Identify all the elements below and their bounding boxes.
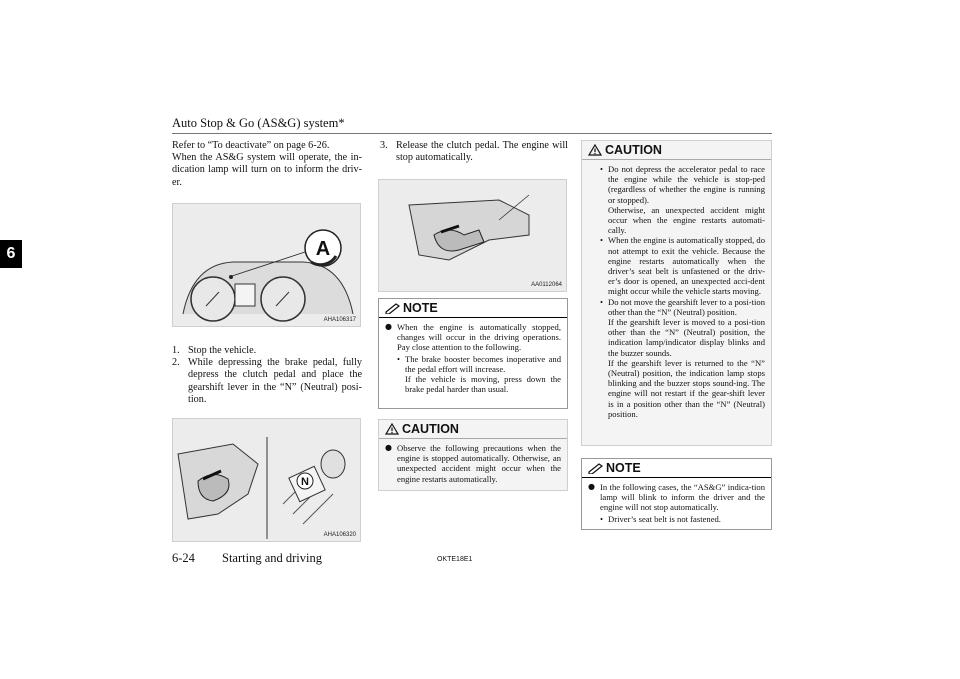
figure-code: AHA106317 bbox=[323, 317, 356, 323]
figure-pedals-gearshift bbox=[172, 418, 361, 542]
bullet-icon: ● bbox=[385, 443, 392, 452]
note-pencil-icon bbox=[588, 463, 603, 474]
section-title: Starting and driving bbox=[222, 551, 322, 565]
caution-body: ● Observe the following precautions when the engine is stopped automatically. Otherwise, an unexpected accident might occur when the engine restarts automatically. bbox=[385, 443, 561, 484]
caution-header: CAUTION bbox=[582, 141, 771, 160]
step-3: 3. Release the clutch pedal. The engine will stop automatically. bbox=[380, 140, 568, 164]
clutch-release-illustration bbox=[379, 180, 566, 291]
steps-list bbox=[172, 345, 362, 406]
intro-paragraph: Refer to “To deactivate” on page 6-26. When the AS&G system will operate, the in-dication lamp will turn on to inform the driv-er. bbox=[172, 140, 362, 188]
page-number: 6-24 bbox=[172, 551, 195, 565]
document-code: OKTE18E1 bbox=[437, 556, 473, 563]
pedals-gearshift-illustration bbox=[173, 419, 360, 541]
lamp-letter-a: A bbox=[315, 238, 331, 260]
caution-box-large bbox=[581, 140, 772, 446]
caution-header: CAUTION bbox=[379, 420, 567, 439]
bullet-icon: ● bbox=[385, 322, 392, 331]
note-header: NOTE bbox=[582, 459, 771, 478]
note-box-2 bbox=[581, 458, 772, 530]
step-3-list bbox=[380, 140, 568, 164]
chapter-tab: 6 bbox=[0, 240, 22, 268]
warning-triangle-icon bbox=[385, 423, 399, 435]
caution-body: • Do not depress the accelerator pedal to race the engine while the vehicle is stop-ped (regardless of whether the engine is running or stopped). Otherwise, an unexpected accident might occur when the engine restarts automati-cally. • When the engine is automatically stopped, do not attempt to exit the vehicle. Because the engine restarts automatically when the driver’s seat belt is unfastened or the driv-er’s door is opened, an unexpected acci-dent might occur while the vehicle starts moving. • Do not move the gearshift lever to a posi-tion other than the “N” (Neutral) position. If the gearshift lever is moved to a posi-tion other than the “N” (Neutral) position, the indication lamp/indicator display blinks and the buzzer sounds. If the gearshift lever is returned to the “N” (Neutral) position, the indication lamp stops blinking and the buzzer stops sound-ing. The engine will not restart if the gear-shift lever is in a position other than the “N” (Neutral) position. bbox=[600, 164, 765, 419]
caution-box bbox=[378, 419, 568, 491]
note-pencil-icon bbox=[385, 303, 400, 314]
step-2: 2. While depressing the brake pedal, fully depress the clutch pedal and place the gearshift lever in the “N” (Neutral) posi-tion. bbox=[172, 357, 362, 405]
instrument-cluster-illustration bbox=[173, 204, 360, 326]
bullet-icon: ● bbox=[588, 482, 595, 491]
header-rule bbox=[172, 133, 772, 134]
note-body: ● In the following cases, the “AS&G” indica-tion lamp will blink to inform the driver and the engine will not stop automatically. • Driver’s seat belt is not fastened. bbox=[588, 482, 765, 524]
step-1: 1. Stop the vehicle. bbox=[172, 345, 257, 356]
figure-code: AA0112064 bbox=[531, 282, 562, 288]
figure-clutch-release bbox=[378, 179, 567, 292]
note-body: ● When the engine is automatically stopped, changes will occur in the driving operations. Pay close attention to the following. • The brake booster becomes inoperative and the pedal effort will increase. If the vehicle is moving, press down the brake pedal harder than usual. bbox=[385, 322, 561, 395]
figure-code: AHA106320 bbox=[323, 532, 356, 538]
note-box bbox=[378, 298, 568, 409]
figure-instrument-cluster bbox=[172, 203, 361, 327]
running-header: Auto Stop & Go (AS&G) system* bbox=[172, 116, 345, 130]
note-header: NOTE bbox=[379, 299, 567, 318]
gear-letter-n: N bbox=[301, 476, 309, 488]
warning-triangle-icon bbox=[588, 144, 602, 156]
